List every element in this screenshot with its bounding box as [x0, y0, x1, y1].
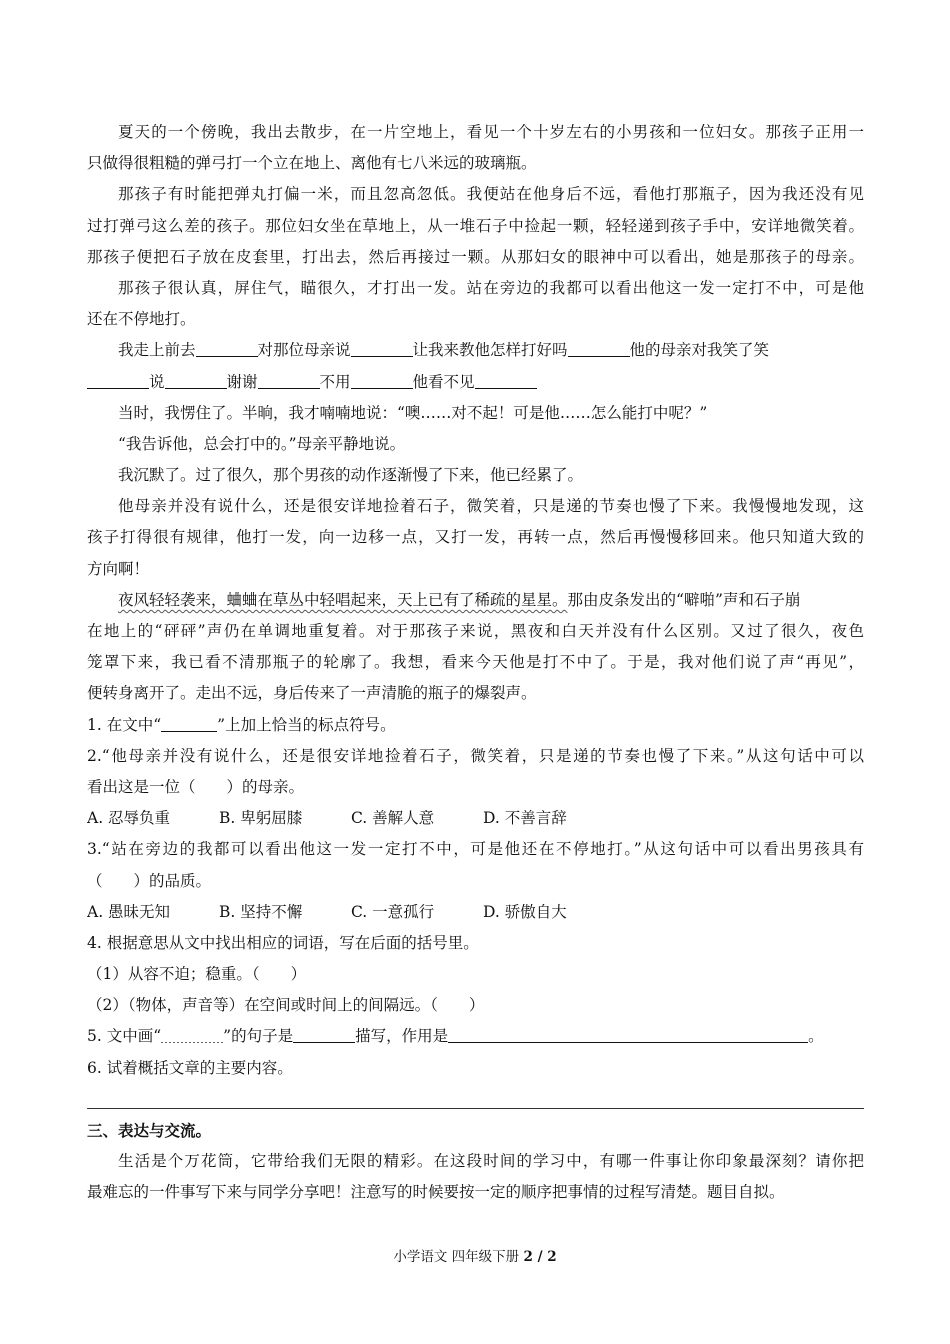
passage-line: 便转身离开了。走出不远，身后传来了一声清脆的瓶子的爆裂声。: [87, 684, 537, 703]
question-4-2: （2）（物体，声音等）在空间或时间上的间隔远。（ ）: [87, 996, 485, 1015]
option-c[interactable]: C. 一意孤行: [351, 902, 435, 921]
passage-line: 那孩子很认真，屏住气，瞄很久，才打出一发。站在旁边的我都可以看出他这一发一定打不中，可是他: [118, 278, 864, 297]
passage-line: 方向啊！: [87, 559, 150, 578]
passage-line: “我告诉他，总会打中的。”母亲平静地说。: [118, 434, 406, 453]
punctuation-exercise-line: 说 谢谢 不用 他看不见: [87, 367, 864, 398]
option-b[interactable]: B. 坚持不懈: [219, 902, 303, 921]
passage-line: 只做得很粗糙的弹弓打一个立在地上、离他有七八米远的玻璃瓶。: [87, 154, 537, 173]
page-footer: [0, 1245, 950, 1265]
footer-text: 小学语文 四年级下册: [393, 1249, 524, 1265]
wavy-line-mark: [161, 1026, 223, 1043]
punctuation-exercise-line: 我走上前去 对那位母亲说 让我来教他怎样打好吗 他的母亲对我笑了笑: [118, 341, 770, 360]
passage-line: 他母亲并没有说什么，还是很安详地捡着石子，微笑着，只是递的节奏也慢了下来。我慢慢地发现，这: [118, 497, 864, 516]
option-d[interactable]: D. 不善言辞: [483, 809, 567, 828]
answer-blank: [161, 714, 217, 732]
section-body-line: 生活是个万花筒，它带给我们无限的精彩。在这段时间的学习中，有哪一件事让你印象最深刻？请你把: [118, 1152, 864, 1171]
question-3-options: [87, 897, 864, 928]
passage-line: 当时，我愣住了。半晌，我才喃喃地说：“噢……对不起！可是他……怎么能打中呢？”: [118, 403, 708, 422]
passage-line: 在地上的“砰砰”声仍在单调地重复着。对于那孩子来说，黑夜和白天并没有什么区别。又过了很久，夜色: [87, 622, 864, 640]
answer-blank[interactable]: [293, 1025, 355, 1043]
question-4-1: （1）从容不迫；稳重。（ ）: [87, 965, 307, 984]
question-1: 1. 在文中“ ”上加上恰当的标点符号。: [87, 715, 396, 734]
answer-blank[interactable]: [258, 371, 320, 389]
option-a[interactable]: A. 愚昧无知: [87, 902, 171, 921]
answer-blank[interactable]: [568, 339, 630, 357]
passage-line: 笼罩下来，我已看不清那瓶子的轮廓了。我想，看来今天他是打不中了。于是，我对他们说了声“再见”，: [87, 653, 864, 672]
passage-line: 孩子打得很有规律，他打一发，向一边移一点，又打一发，再转一点，然后再慢慢移回来。他只知道大致的: [87, 528, 864, 547]
passage-line: 还在不停地打。: [87, 310, 196, 329]
passage-line: 夏天的一个傍晚，我出去散步，在一片空地上，看见一个十岁左右的小男孩和一位妇女。那孩子正用一: [118, 123, 864, 141]
answer-blank[interactable]: [351, 371, 413, 389]
question-2-cont: 看出这是一位（ ）的母亲。: [87, 777, 305, 796]
worksheet-content: [87, 117, 864, 1209]
section-body-line: 最难忘的一件事写下来与同学分享吧！注意写的时候要按一定的顺序把事情的过程写清楚。题目自拟。: [87, 1183, 785, 1202]
question-6: 6. 试着概括文章的主要内容。: [87, 1058, 293, 1077]
passage-line: 我沉默了。过了很久，那个男孩的动作逐渐慢了下来，他已经累了。: [118, 466, 584, 485]
question-4: 4. 根据意思从文中找出相应的词语，写在后面的括号里。: [87, 933, 479, 952]
answer-line[interactable]: [87, 1084, 864, 1115]
answer-blank[interactable]: [165, 371, 227, 389]
answer-blank[interactable]: [196, 339, 258, 357]
answer-blank[interactable]: [448, 1025, 808, 1043]
passage-line: 过打弹弓这么差的孩子。那位妇女坐在草地上，从一堆石子中捡起一颗，轻轻递到孩子手中，安详地微笑着。: [87, 216, 864, 235]
section-title: 三、表达与交流。: [87, 1121, 212, 1140]
wavy-underlined-sentence: 夜风轻轻袭来，蛐蛐在草丛中轻唱起来，天上已有了稀疏的星星。: [118, 590, 568, 609]
page-number: 2 / 2: [523, 1249, 557, 1265]
option-b[interactable]: B. 卑躬屈膝: [219, 809, 303, 828]
option-a[interactable]: A. 忍辱负重: [87, 809, 171, 828]
option-d[interactable]: D. 骄傲自大: [483, 902, 567, 921]
question-2-options: [87, 803, 864, 834]
question-3: 3.“站在旁边的我都可以看出他这一发一定打不中，可是他还在不停地打。”从这句话中可以看出男孩具有: [87, 840, 864, 859]
option-c[interactable]: C. 善解人意: [351, 809, 435, 828]
answer-blank[interactable]: [87, 371, 149, 389]
question-2: 2.“他母亲并没有说什么，还是很安详地捡着石子，微笑着，只是递的节奏也慢了下来。”从这句话中可以: [87, 746, 864, 765]
passage-line: 那孩子有时能把弹丸打偏一米，而且忽高忽低。我便站在他身后不远，看他打那瓶子，因为我还没有见: [118, 185, 864, 204]
answer-blank[interactable]: [351, 339, 413, 357]
question-5: 5. 文中画“ ”的句子是 描写，作用是 。: [87, 1027, 824, 1046]
passage-line: 夜风轻轻袭来，蛐蛐在草丛中轻唱起来，天上已有了稀疏的星星。那由皮条发出的“噼啪”声和石子崩: [118, 590, 801, 609]
question-3-cont: （ ）的品质。: [87, 871, 212, 890]
answer-blank[interactable]: [475, 371, 537, 389]
passage-line: 那孩子便把石子放在皮套里，打出去，然后再接过一颗。从那妇女的眼神中可以看出，她是那孩子的母亲。: [87, 247, 864, 266]
